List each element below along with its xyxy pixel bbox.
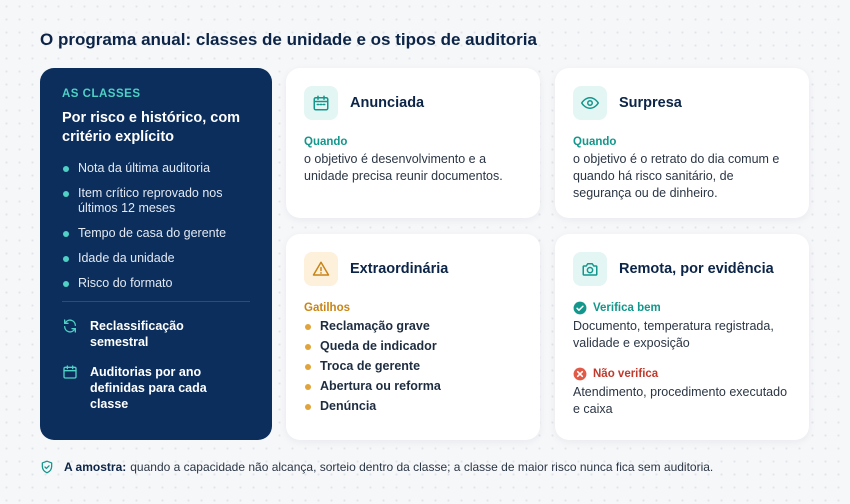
card-text: o objetivo é desenvolvimento e a unidade precisa reunir documentos. <box>304 152 503 183</box>
audits-per-year-text: Auditorias por ano definidas para cada classe <box>90 365 207 411</box>
card-surprise <box>555 68 809 218</box>
verifies-text: Documento, temperatura registrada, validade e exposição <box>573 319 774 350</box>
shield-check-icon <box>40 460 54 474</box>
card-remote <box>555 234 809 440</box>
camera-icon <box>581 260 599 278</box>
trigger-list <box>304 319 522 414</box>
extraordinary-icon-box <box>304 252 338 286</box>
reclassification-row <box>62 318 252 350</box>
trigger-item: Queda de indicador <box>304 339 522 354</box>
criteria-item: Risco do formato <box>62 276 252 291</box>
calendar-icon <box>312 94 330 112</box>
verifies-label: Verifica bem <box>593 302 661 314</box>
card-label: Quando <box>573 136 617 148</box>
criteria-item: Idade da unidade <box>62 251 252 266</box>
card-title: Surpresa <box>619 95 682 111</box>
not-verifies-text: Atendimento, procedimento executado e caixa <box>573 385 788 416</box>
eye-icon <box>581 94 599 112</box>
trigger-item: Denúncia <box>304 399 522 414</box>
trigger-item: Abertura ou reforma <box>304 379 522 394</box>
page-title: O programa anual: classes de unidade e os tipos de auditoria <box>40 30 537 49</box>
card-title: Extraordinária <box>350 261 449 277</box>
reclassification-text: Reclassificação semestral <box>90 319 184 349</box>
check-circle-icon <box>573 301 587 315</box>
criteria-item: Tempo de casa do gerente <box>62 226 252 241</box>
x-circle-icon <box>573 367 587 381</box>
card-announced <box>286 68 540 218</box>
surprise-icon-box <box>573 86 607 120</box>
announced-icon-box <box>304 86 338 120</box>
not-verifies-row <box>573 367 791 381</box>
classes-heading: Por risco e histórico, com critério explícito <box>62 110 241 145</box>
sample-note <box>40 460 713 474</box>
criteria-item: Item crítico reprovado nos últimos 12 meses <box>62 186 252 216</box>
classes-divider <box>62 301 250 302</box>
criteria-list <box>62 161 252 291</box>
trigger-item: Reclamação grave <box>304 319 522 334</box>
classes-panel <box>40 68 272 440</box>
warning-icon <box>312 260 330 278</box>
sample-text: quando a capacidade não alcança, sorteio dentro da classe; a classe de maior risco nunca fica sem auditoria. <box>130 460 714 474</box>
card-extraordinary <box>286 234 540 440</box>
trigger-item: Troca de gerente <box>304 359 522 374</box>
calendar-icon <box>62 364 78 380</box>
classes-eyebrow: AS CLASSES <box>62 88 141 100</box>
card-title: Anunciada <box>350 95 425 111</box>
card-label: Gatilhos <box>304 302 351 314</box>
remote-icon-box <box>573 252 607 286</box>
not-verifies-label: Não verifica <box>593 368 659 380</box>
card-label: Quando <box>304 136 348 148</box>
audits-per-year-row <box>62 364 252 412</box>
card-title: Remota, por evidência <box>619 261 774 277</box>
verifies-row <box>573 301 791 315</box>
sample-label: A amostra: <box>64 460 127 474</box>
refresh-icon <box>62 318 78 334</box>
criteria-item: Nota da última auditoria <box>62 161 252 176</box>
card-text: o objetivo é o retrato do dia comum e quando há risco sanitário, de segurança ou de dinheiro. <box>573 152 780 200</box>
